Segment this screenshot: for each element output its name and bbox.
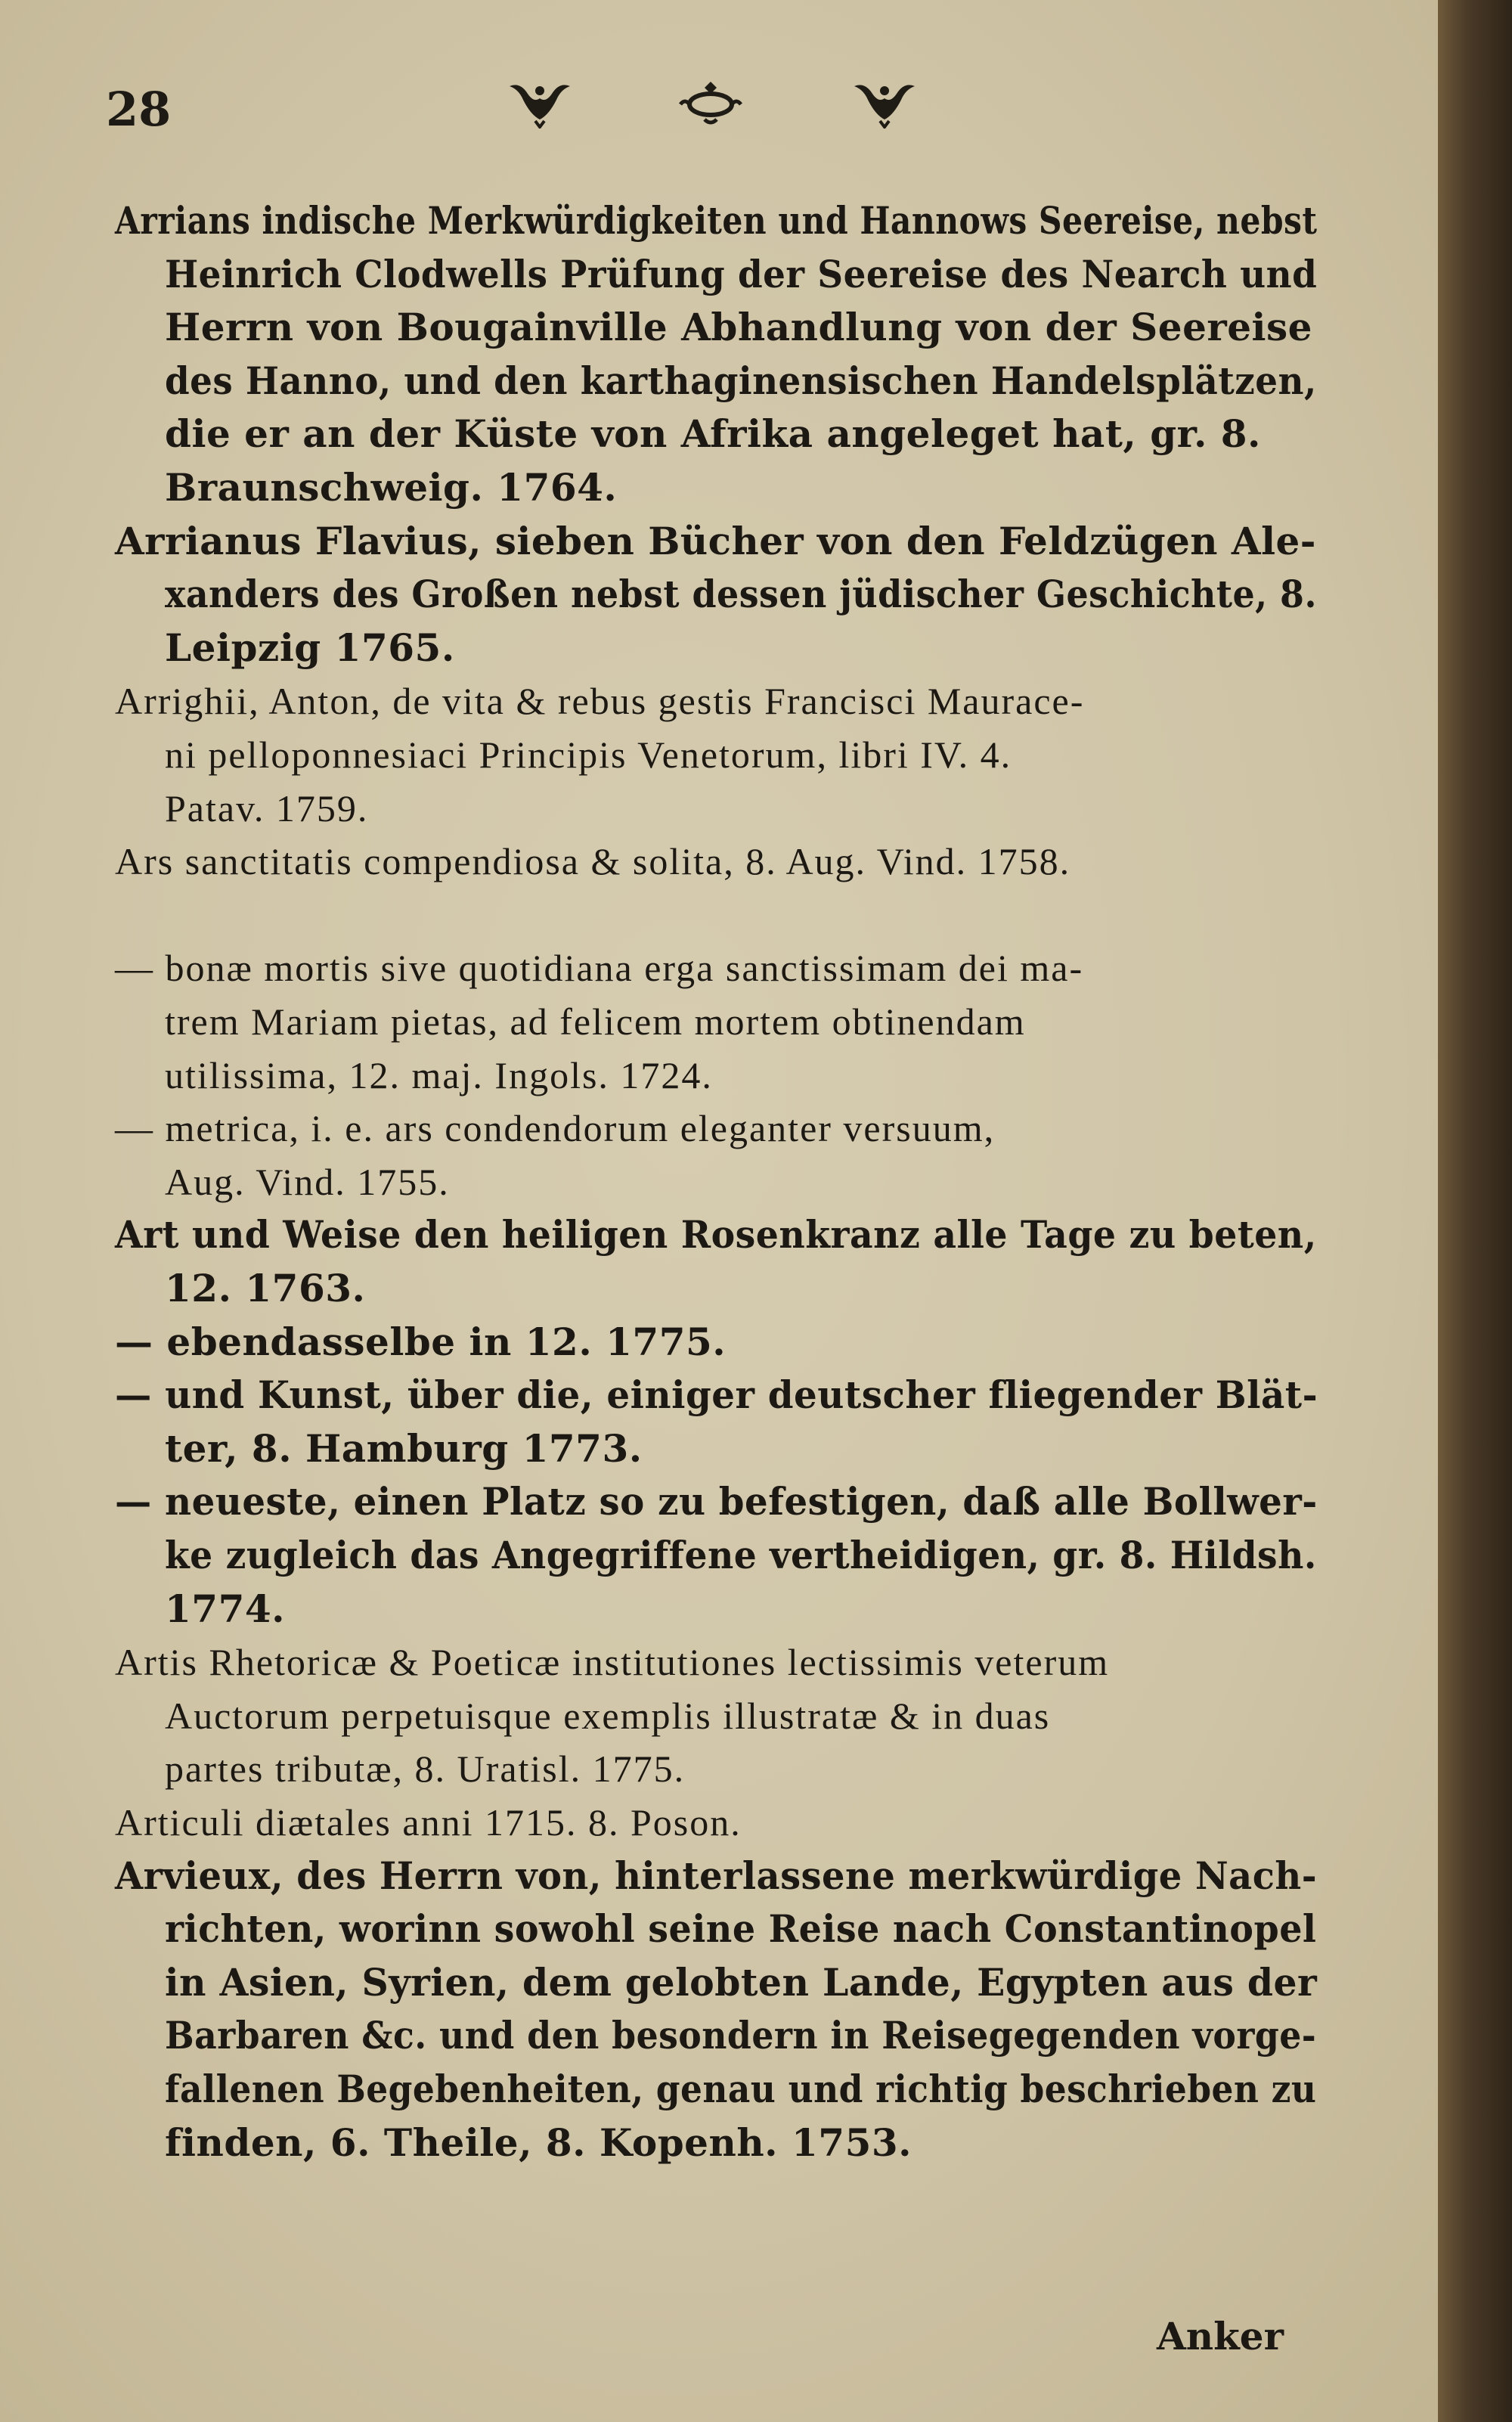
entry-line: Aug. Vind. 1755. [165,1161,450,1203]
entry-line: Artis Rhetoricæ & Poeticæ institutiones lectissimis veterum [115,1641,1110,1683]
entry-line: partes tributæ, 8. Uratisl. 1775. [165,1747,686,1790]
entry-line: des Hanno, und den karthaginensischen Handelsplätzen, [165,358,1317,403]
entry-line: die er an der Küste von Afrika angeleget hat, gr. 8. [165,411,1261,456]
entry-line: — und Kunst, über die, einiger deutscher fliegender Blät- [115,1372,1318,1417]
entry-line: finden, 6. Theile, 8. Kopenh. 1753. [165,2120,912,2165]
entry-line: Arrighii, Anton, de vita & rebus gestis Francisci Maurace- [115,680,1085,722]
entry-line: ni pelloponnesiaci Principis Venetorum, libri IV. 4. [165,733,1012,776]
entry-line: Herrn von Bougainville Abhandlung von der Seereise [165,305,1312,349]
entry-line: 12. 1763. [165,1266,366,1310]
entry-line: Leipzig 1765. [165,625,455,670]
entry-line: Patav. 1759. [165,787,369,830]
page-number: 28 [106,82,172,137]
entry-line: ter, 8. Hamburg 1773. [165,1426,643,1471]
entry-line: xanders des Großen nebst dessen jüdischer Geschichte, 8. [165,572,1317,616]
entry-line: Braunschweig. 1764. [165,465,618,510]
entry-line: Arrians indische Merkwürdigkeiten und Hannows Seereise, nebst [115,198,1318,243]
entry-line: 1774. [165,1586,286,1631]
entry-line: Arrianus Flavius, sieben Bücher von den Feldzügen Ale- [115,519,1316,563]
entry-line: Arvieux, des Herrn von, hinterlassene merkwürdige Nach- [115,1853,1318,1898]
entry-line: — bonæ mortis sive quotidiana erga sanctissimam dei ma- [115,947,1084,989]
entry-line: — neueste, einen Platz so zu befestigen, daß alle Bollwer- [115,1479,1318,1524]
entry-line: Art und Weise den heiligen Rosenkranz alle Tage zu beten, [115,1212,1317,1257]
leaf-ornament-icon [850,76,919,129]
entry-line: trem Mariam pietas, ad felicem mortem obtinendam [165,1000,1026,1043]
entry-line: Ars sanctitatis compendiosa & solita, 8. Aug. Vind. 1758. [115,840,1071,882]
book-binding-edge [1438,0,1512,2422]
entry-line: — ebendasselbe in 12. 1775. [115,1320,727,1364]
entry-line: utilissima, 12. maj. Ingols. 1724. [165,1054,713,1096]
leaf-ornament-icon [505,76,575,129]
entry-line: Articuli diætales anni 1715. 8. Poson. [115,1801,742,1844]
entry-line: richten, worinn sowohl seine Reise nach Constantinopel [165,1906,1317,1951]
entry-line: Heinrich Clodwells Prüfung der Seereise des Nearch und [165,252,1318,296]
entry-line: in Asien, Syrien, dem gelobten Lande, Egypten aus der [165,1960,1318,2005]
entry-line: Auctorum perpetuisque exemplis illustratæ & in duas [165,1695,1051,1737]
scroll-ornament-icon [673,76,748,129]
catchword: Anker [1157,2314,1284,2358]
entry-line: fallenen Begebenheiten, genau und richtig beschrieben zu [165,2067,1317,2111]
entry-line: ke zugleich das Angegriffene vertheidigen, gr. 8. Hildsh. [165,1533,1317,1577]
entry-line: Barbaren &c. und den besondern in Reisegegenden vorge- [165,2013,1317,2058]
entry-line: — metrica, i. e. ars condendorum eleganter versuum, [115,1107,996,1149]
